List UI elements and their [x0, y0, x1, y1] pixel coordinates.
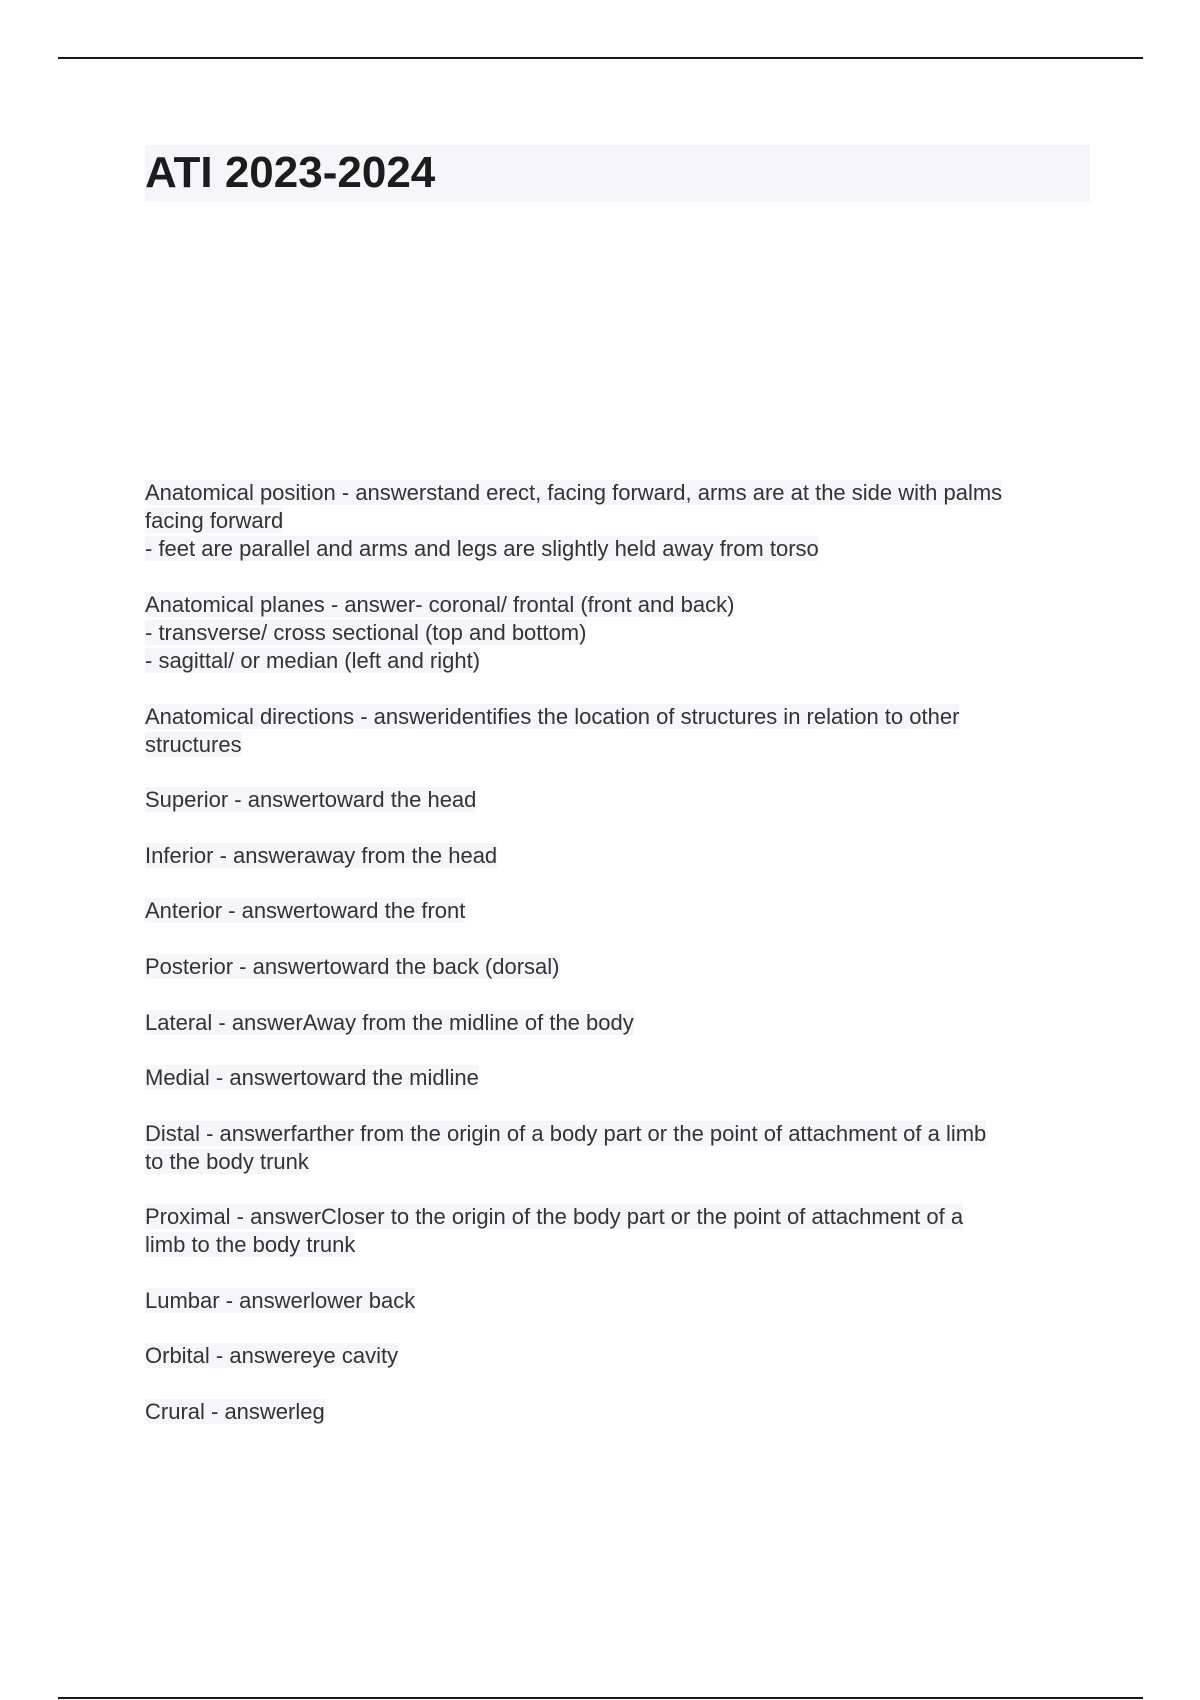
entry-posterior [145, 953, 1095, 981]
entry-line: Anatomical directions - answeridentifies the location of structures in relation to other [145, 704, 960, 729]
entry-lateral [145, 1009, 1095, 1037]
entry-distal [145, 1120, 1095, 1176]
entry-lumbar [145, 1287, 1095, 1315]
entry-line: Superior - answertoward the head [145, 787, 477, 812]
entry-line: Lumbar - answerlower back [145, 1288, 416, 1313]
entry-line: Anatomical position - answerstand erect, facing forward, arms are at the side with palms [145, 480, 1003, 505]
entry-line: structures [145, 732, 242, 757]
entry-line: - transverse/ cross sectional (top and bottom) [145, 620, 587, 645]
entry-line: Lateral - answerAway from the midline of the body [145, 1010, 634, 1035]
entry-line: Anatomical planes - answer- coronal/ frontal (front and back) [145, 592, 735, 617]
entry-crural [145, 1398, 1095, 1426]
entry-superior [145, 786, 1095, 814]
entry-line: Orbital - answereye cavity [145, 1343, 399, 1368]
entry-line: Inferior - answeraway from the head [145, 843, 498, 868]
bottom-rule [58, 1697, 1143, 1699]
entry-line: facing forward [145, 508, 284, 533]
entry-medial [145, 1064, 1095, 1092]
entry-proximal [145, 1203, 1095, 1259]
entry-inferior [145, 842, 1095, 870]
entry-line: Distal - answerfarther from the origin of a body part or the point of attachment of a limb [145, 1121, 987, 1146]
entry-anatomical-planes [145, 591, 1095, 675]
entry-anatomical-position [145, 479, 1095, 563]
entry-line: Medial - answertoward the midline [145, 1065, 479, 1090]
entry-line: - feet are parallel and arms and legs are slightly held away from torso [145, 536, 819, 561]
entry-line: limb to the body trunk [145, 1232, 356, 1257]
top-rule [58, 57, 1143, 59]
title-block [145, 145, 1090, 202]
entry-line: Posterior - answertoward the back (dorsal) [145, 954, 560, 979]
entry-line: Anterior - answertoward the front [145, 898, 466, 923]
entry-anterior [145, 897, 1095, 925]
entry-line: Crural - answerleg [145, 1399, 325, 1424]
entry-line: - sagittal/ or median (left and right) [145, 648, 481, 673]
entry-line: to the body trunk [145, 1149, 309, 1174]
entry-anatomical-directions [145, 703, 1095, 759]
entry-line: Proximal - answerCloser to the origin of the body part or the point of attachment of a [145, 1204, 964, 1229]
document-title: ATI 2023-2024 [145, 148, 436, 197]
entry-orbital [145, 1342, 1095, 1370]
